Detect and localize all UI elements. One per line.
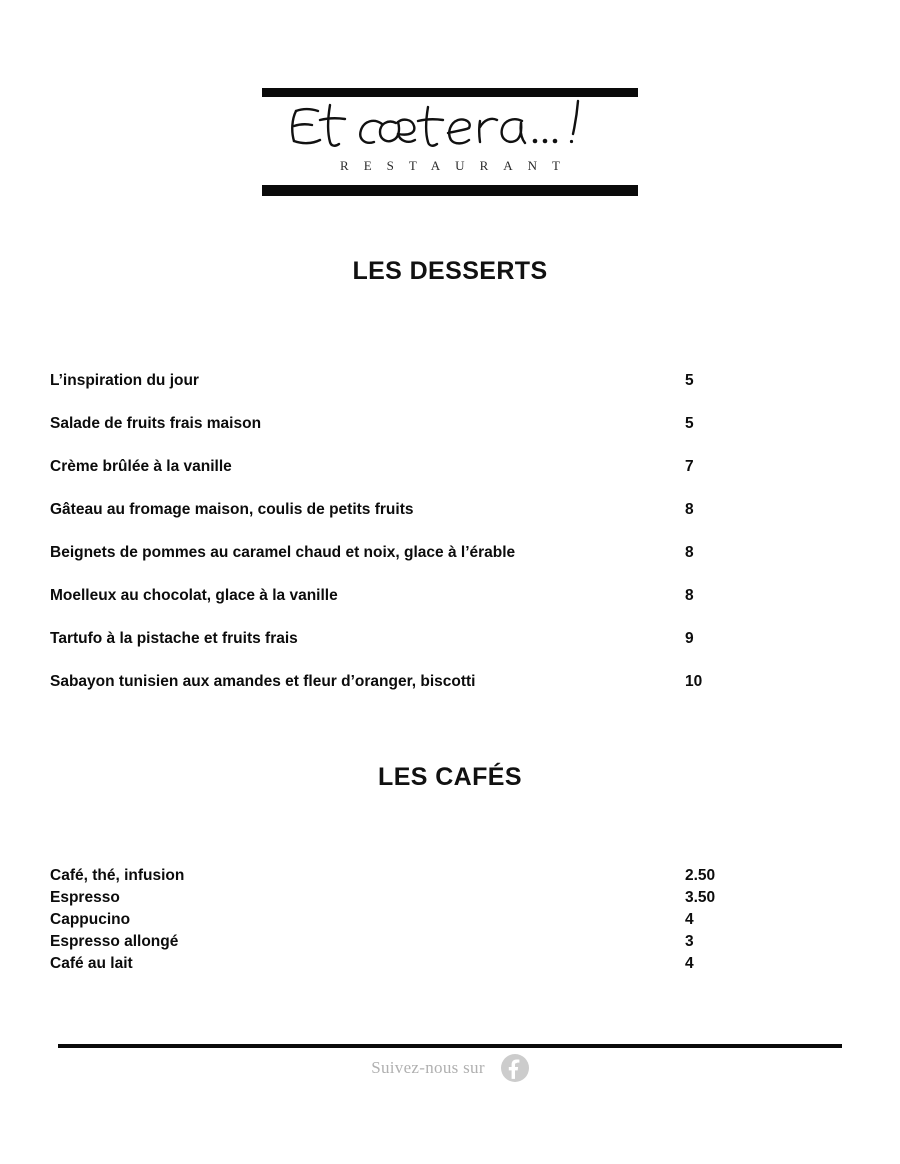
facebook-icon[interactable] xyxy=(501,1054,529,1082)
section-title-desserts: LES DESSERTS xyxy=(352,257,548,285)
menu-item-name: Moelleux au chocolat, glace à la vanille xyxy=(50,587,338,604)
menu-row xyxy=(50,416,850,459)
menu-item-price: 4 xyxy=(685,955,694,972)
menu-item-name: Tartufo à la pistache et fruits frais xyxy=(50,630,298,647)
menu-item-price: 8 xyxy=(685,544,694,561)
logo-rule-top xyxy=(262,88,638,97)
menu-item-name: Café au lait xyxy=(50,955,133,972)
menu-item-name: Beignets de pommes au caramel chaud et noix, glace à l’érable xyxy=(50,544,516,561)
menu-item-name: Crème brûlée à la vanille xyxy=(50,458,232,475)
menu-row xyxy=(50,868,850,890)
cafes-menu-list xyxy=(50,868,850,978)
menu-item-name: Salade de fruits frais maison xyxy=(50,415,262,432)
desserts-menu-list xyxy=(50,373,850,717)
logo-subtitle: RESTAURANT xyxy=(340,158,575,173)
menu-row xyxy=(50,674,850,717)
menu-item-name: Espresso allongé xyxy=(50,933,179,950)
menu-item-price: 9 xyxy=(685,630,694,647)
menu-row xyxy=(50,588,850,631)
menu-item-price: 5 xyxy=(685,372,694,389)
menu-item-name: L’inspiration du jour xyxy=(50,372,199,389)
menu-item-price: 3 xyxy=(685,933,694,950)
menu-item-price: 10 xyxy=(685,673,703,690)
menu-item-name: Gâteau au fromage maison, coulis de petits fruits xyxy=(50,501,414,518)
menu-row xyxy=(50,545,850,588)
menu-row xyxy=(50,912,850,934)
menu-item-name: Cappucino xyxy=(50,911,131,928)
footer-follow-block xyxy=(0,1054,900,1082)
logo-wordmark xyxy=(286,99,626,155)
menu-row xyxy=(50,934,850,956)
section-title-cafes: LES CAFÉS xyxy=(378,763,522,791)
menu-item-name: Espresso xyxy=(50,889,120,906)
logo-rule-bottom xyxy=(262,185,638,196)
logo-inner xyxy=(262,97,638,185)
restaurant-logo xyxy=(262,88,638,196)
menu-item-name: Café, thé, infusion xyxy=(50,867,185,884)
menu-row xyxy=(50,459,850,502)
menu-row xyxy=(50,631,850,674)
menu-item-price: 8 xyxy=(685,587,694,604)
menu-row xyxy=(50,890,850,912)
footer-divider xyxy=(58,1044,842,1048)
menu-item-price: 7 xyxy=(685,458,694,475)
follow-label: Suivez-nous sur xyxy=(371,1058,485,1077)
menu-item-price: 8 xyxy=(685,501,694,518)
menu-item-price: 3.50 xyxy=(685,889,716,906)
menu-item-name: Sabayon tunisien aux amandes et fleur d’oranger, biscotti xyxy=(50,673,476,690)
menu-item-price: 2.50 xyxy=(685,867,716,884)
menu-row xyxy=(50,956,850,978)
menu-row xyxy=(50,373,850,416)
menu-row xyxy=(50,502,850,545)
menu-item-price: 4 xyxy=(685,911,694,928)
menu-item-price: 5 xyxy=(685,415,694,432)
